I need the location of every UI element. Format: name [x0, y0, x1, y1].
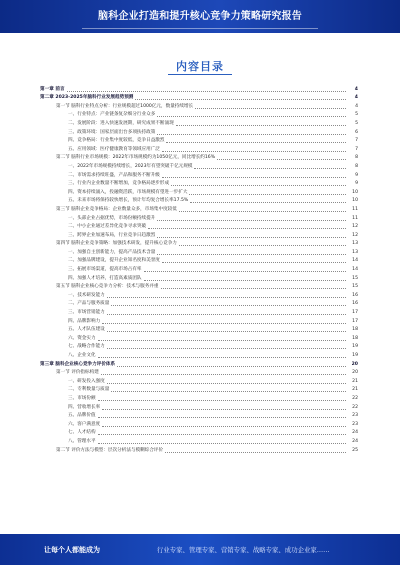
toc-leader-dots: [107, 348, 346, 349]
toc-entry-page: 9: [355, 172, 358, 178]
toc-entry-page: 17: [352, 318, 358, 324]
toc-leader-dots: [157, 116, 346, 117]
toc-entry[interactable]: [40, 93, 358, 102]
toc-entry-label: 一、行业特点：产业链条复杂细分行业众多: [68, 112, 156, 118]
toc-entry-label: 一、头部企业占据优势，市场份额持续提升: [68, 215, 156, 221]
toc-entry[interactable]: [40, 428, 358, 437]
toc-entry-page: 21: [352, 387, 358, 393]
toc-entry-page: 24: [352, 438, 358, 444]
toc-leader-dots: [101, 374, 346, 375]
toc-entry[interactable]: [40, 101, 358, 110]
toc-leader-dots: [148, 228, 346, 229]
toc-entry-page: 18: [352, 327, 358, 333]
toc-entry[interactable]: [40, 110, 358, 119]
toc-entry[interactable]: [40, 299, 358, 308]
toc-entry[interactable]: [40, 436, 358, 445]
toc-entry[interactable]: [40, 256, 358, 265]
toc-entry[interactable]: [40, 273, 358, 282]
toc-entry-page: 19: [352, 353, 358, 358]
toc-entry[interactable]: [40, 179, 358, 188]
toc-entry-page: 11: [352, 206, 358, 212]
toc-entry-label: 四、品牌影响力: [68, 318, 101, 324]
toc-entry[interactable]: [40, 222, 358, 231]
toc-entry-page: 20: [351, 361, 358, 367]
toc-leader-dots: [190, 202, 346, 203]
toc-entry-page: 12: [352, 224, 358, 230]
toc-entry-label: 二、加强品牌建设，提升企业知名度和美誉度: [68, 258, 160, 264]
toc-entry-label: 四、加强人才培养，打造高素质团队: [68, 275, 142, 281]
toc-leader-dots: [67, 91, 346, 92]
toc-entry-page: 13: [352, 241, 358, 247]
toc-entry-label: 六、客户满意度: [68, 421, 101, 427]
toc-entry[interactable]: [40, 127, 358, 136]
toc-entry-page: 16: [352, 292, 358, 298]
toc-leader-dots: [217, 159, 346, 160]
report-title: 脑科企业打造和提升核心竞争力策略研究报告: [98, 11, 302, 22]
toc-entry[interactable]: [40, 445, 358, 454]
toc-entry-page: 18: [352, 335, 358, 341]
toc-entry-label: 第四节 脑科企业竞争策略：加强技术研发，提升核心竞争力: [56, 241, 177, 247]
toc-entry-label: 三、市场份额: [68, 395, 96, 401]
toc-entry[interactable]: [40, 84, 358, 93]
toc-entry[interactable]: [40, 307, 358, 316]
toc-leader-dots: [111, 391, 346, 392]
toc-entry[interactable]: [40, 213, 358, 222]
toc-entry-label: 三、政策环境：国家层面出台多项扶持政策: [68, 129, 156, 135]
toc-entry-page: 14: [352, 267, 358, 273]
toc-entry-page: 20: [352, 370, 358, 376]
toc-entry[interactable]: [40, 419, 358, 428]
toc-entry[interactable]: [40, 230, 358, 239]
toc-leader-dots: [102, 323, 346, 324]
toc-leader-dots: [111, 305, 346, 306]
toc-entry-page: 25: [352, 447, 358, 453]
toc-entry[interactable]: [40, 144, 358, 153]
toc-entry[interactable]: [40, 316, 358, 325]
toc-entry-page: 22: [352, 404, 358, 410]
toc-entry-label: 第三节 脑科企业竞争格局：企业数量众多，市场集中度较低: [56, 206, 177, 212]
toc-entry-page: 4: [355, 103, 358, 109]
toc-entry-label: 第一节 脑科行业特点分析：行业规模超过1000亿元，数量持续增长: [56, 103, 194, 109]
toc-leader-dots: [144, 280, 346, 281]
toc-entry[interactable]: [40, 350, 358, 359]
toc-entry[interactable]: [40, 359, 358, 368]
toc-entry-label: 二、市场需求持续旺盛，产品和服务不断升级: [68, 172, 160, 178]
toc-entry-label: 四、资本持续涌入，投融资活跃，市场规模有望进一步扩大: [68, 189, 188, 195]
toc-leader-dots: [107, 331, 346, 332]
toc-entry-label: 三、市场营销能力: [68, 310, 105, 316]
toc-entry[interactable]: [40, 290, 358, 299]
toc-entry-label: 八、管理水平: [68, 438, 96, 444]
toc-entry-page: 14: [352, 258, 358, 264]
toc-entry[interactable]: [40, 393, 358, 402]
toc-entry[interactable]: [40, 402, 358, 411]
toc-leader-dots: [189, 194, 346, 195]
toc-entry-label: 六、资金实力: [68, 335, 96, 341]
toc-entry[interactable]: [40, 264, 358, 273]
toc-entry-label: 五、人才队伍建设: [68, 327, 105, 333]
toc-entry-page: 9: [355, 181, 358, 187]
toc-entry-label: 五、未来市场将保持较快增长，预计年均复合增长率17.5%: [68, 198, 189, 204]
toc-entry-page: 5: [355, 112, 358, 118]
toc-entry[interactable]: [40, 342, 358, 351]
table-of-contents: [40, 84, 358, 454]
toc-leader-dots: [157, 237, 346, 238]
toc-entry-label: 一、研发投入强度: [68, 378, 105, 384]
toc-entry-label: 二、专利数量与质量: [68, 387, 110, 393]
toc-entry-page: 7: [355, 138, 358, 144]
toc-leader-dots: [135, 99, 346, 100]
toc-leader-dots: [176, 125, 346, 126]
toc-entry-label: 一、加强自主创新能力，提高产品技术含量: [68, 249, 156, 255]
toc-entry[interactable]: [40, 196, 358, 205]
toc-entry-label: 第二节 脑科行业市场规模：2022年市场规模约为1050亿元，同比增长约16%: [56, 155, 216, 161]
toc-entry[interactable]: [40, 411, 358, 420]
toc-entry[interactable]: [40, 153, 358, 162]
toc-leader-dots: [179, 211, 346, 212]
toc-leader-dots: [102, 409, 346, 410]
toc-leader-dots: [179, 245, 346, 246]
toc-entry-label: 第一节 评价指标构建: [56, 370, 99, 376]
toc-entry[interactable]: [40, 368, 358, 377]
toc-entry-page: 7: [355, 146, 358, 152]
toc-leader-dots: [157, 220, 346, 221]
toc-entry-label: 一、技术研发能力: [68, 292, 105, 298]
toc-entry[interactable]: [40, 247, 358, 256]
toc-entry-page: 5: [355, 120, 358, 126]
toc-entry-label: 第二节 评价方法与模型：层次分析法与模糊综合评价: [56, 447, 164, 453]
toc-leader-dots: [162, 177, 346, 178]
toc-leader-dots: [165, 452, 346, 453]
toc-entry[interactable]: [40, 136, 358, 145]
toc-leader-dots: [98, 443, 346, 444]
toc-entry-label: 八、企业文化: [68, 353, 96, 358]
toc-heading-underline: [168, 74, 232, 75]
toc-leader-dots: [166, 142, 346, 143]
toc-entry-page: 17: [352, 310, 358, 316]
toc-entry-page: 23: [352, 413, 358, 419]
toc-entry-label: 二、发展阶段：进入快速发展期，研究成果不断涌现: [68, 120, 174, 126]
toc-entry[interactable]: [40, 204, 358, 213]
toc-leader-dots: [102, 426, 346, 427]
toc-entry[interactable]: [40, 170, 358, 179]
toc-entry-label: 五、应用领域：医疗健康教育等领域应用广泛: [68, 146, 160, 152]
toc-leader-dots: [157, 134, 346, 135]
toc-leader-dots: [98, 340, 346, 341]
toc-entry[interactable]: [40, 187, 358, 196]
toc-leader-dots: [98, 417, 346, 418]
toc-entry-page: 10: [352, 189, 358, 195]
toc-entry[interactable]: [40, 282, 358, 291]
toc-entry-label: 第五节 脑科企业核心竞争力分析：技术与服务并重: [56, 284, 159, 290]
toc-entry-label: 第一章 前言: [40, 86, 65, 92]
toc-entry-page: 15: [352, 275, 358, 281]
toc-entry-page: 4: [354, 86, 358, 92]
toc-entry-label: 二、产品与服务质量: [68, 301, 110, 307]
toc-entry-label: 三、行业内企业数量不断增加，竞争格局逐步形成: [68, 181, 170, 187]
toc-leader-dots: [161, 288, 346, 289]
toc-entry-label: 第三章 脑科企业核心竞争力评价体系: [40, 361, 116, 367]
toc-entry-page: 11: [352, 215, 358, 221]
toc-entry-label: 七、战略合作能力: [68, 344, 105, 350]
toc-entry-page: 15: [352, 284, 358, 290]
toc-leader-dots: [162, 151, 346, 152]
toc-entry-page: 8: [355, 163, 358, 169]
toc-leader-dots: [107, 297, 346, 298]
toc-entry-page: 4: [354, 95, 358, 101]
toc-entry-label: 一、2022年市场规模持续增长，2023年有望突破千亿元规模: [68, 163, 193, 169]
toc-leader-dots: [117, 366, 346, 367]
toc-entry-page: 19: [352, 344, 358, 350]
toc-leader-dots: [144, 271, 346, 272]
toc-entry-label: 三、拓展市场渠道，提高市场占有率: [68, 267, 142, 273]
toc-leader-dots: [98, 400, 346, 401]
footer-subtitle: 行业专家、管理专家、营销专家、战略专家、成功企业家……: [157, 546, 330, 554]
toc-entry-label: 四、营收增长率: [68, 404, 101, 410]
toc-leader-dots: [98, 357, 346, 358]
toc-entry[interactable]: [40, 376, 358, 385]
toc-entry-label: 五、品牌价值: [68, 413, 96, 419]
toc-entry-label: 四、竞争格局：行业集中度较低，竞争日益激烈: [68, 138, 165, 144]
toc-leader-dots: [107, 314, 346, 315]
toc-entry-page: 6: [355, 129, 358, 135]
toc-leader-dots: [195, 108, 346, 109]
footer-slogan: 让每个人都能成为: [44, 546, 100, 554]
toc-leader-dots: [107, 383, 346, 384]
toc-entry-page: 16: [352, 301, 358, 307]
toc-leader-dots: [171, 185, 346, 186]
toc-entry-label: 三、跨界企业加速布局，行业竞争日趋激烈: [68, 232, 156, 238]
toc-entry[interactable]: [40, 385, 358, 394]
toc-entry-page: 13: [352, 249, 358, 255]
toc-entry-label: 七、人才结构: [68, 430, 96, 436]
toc-entry-label: 第二章 2023-2025年脑科行业发展趋势预测: [40, 95, 134, 101]
toc-leader-dots: [162, 262, 346, 263]
toc-entry-page: 22: [352, 395, 358, 401]
toc-entry[interactable]: [40, 333, 358, 342]
toc-entry[interactable]: [40, 325, 358, 334]
toc-entry-page: 10: [352, 198, 358, 204]
toc-entry[interactable]: [40, 161, 358, 170]
toc-entry-page: 21: [352, 378, 358, 384]
toc-heading: 内容目录: [176, 60, 224, 73]
toc-leader-dots: [98, 434, 346, 435]
header-divider: [82, 28, 318, 29]
toc-entry[interactable]: [40, 239, 358, 248]
toc-entry-page: 24: [352, 430, 358, 436]
toc-leader-dots: [157, 254, 346, 255]
toc-entry-page: 8: [355, 155, 358, 161]
toc-entry[interactable]: [40, 118, 358, 127]
toc-entry-page: 23: [352, 421, 358, 427]
toc-leader-dots: [194, 168, 346, 169]
toc-entry-page: 12: [352, 232, 358, 238]
toc-entry-label: 二、中小企业通过差异化竞争寻求突破: [68, 224, 147, 230]
